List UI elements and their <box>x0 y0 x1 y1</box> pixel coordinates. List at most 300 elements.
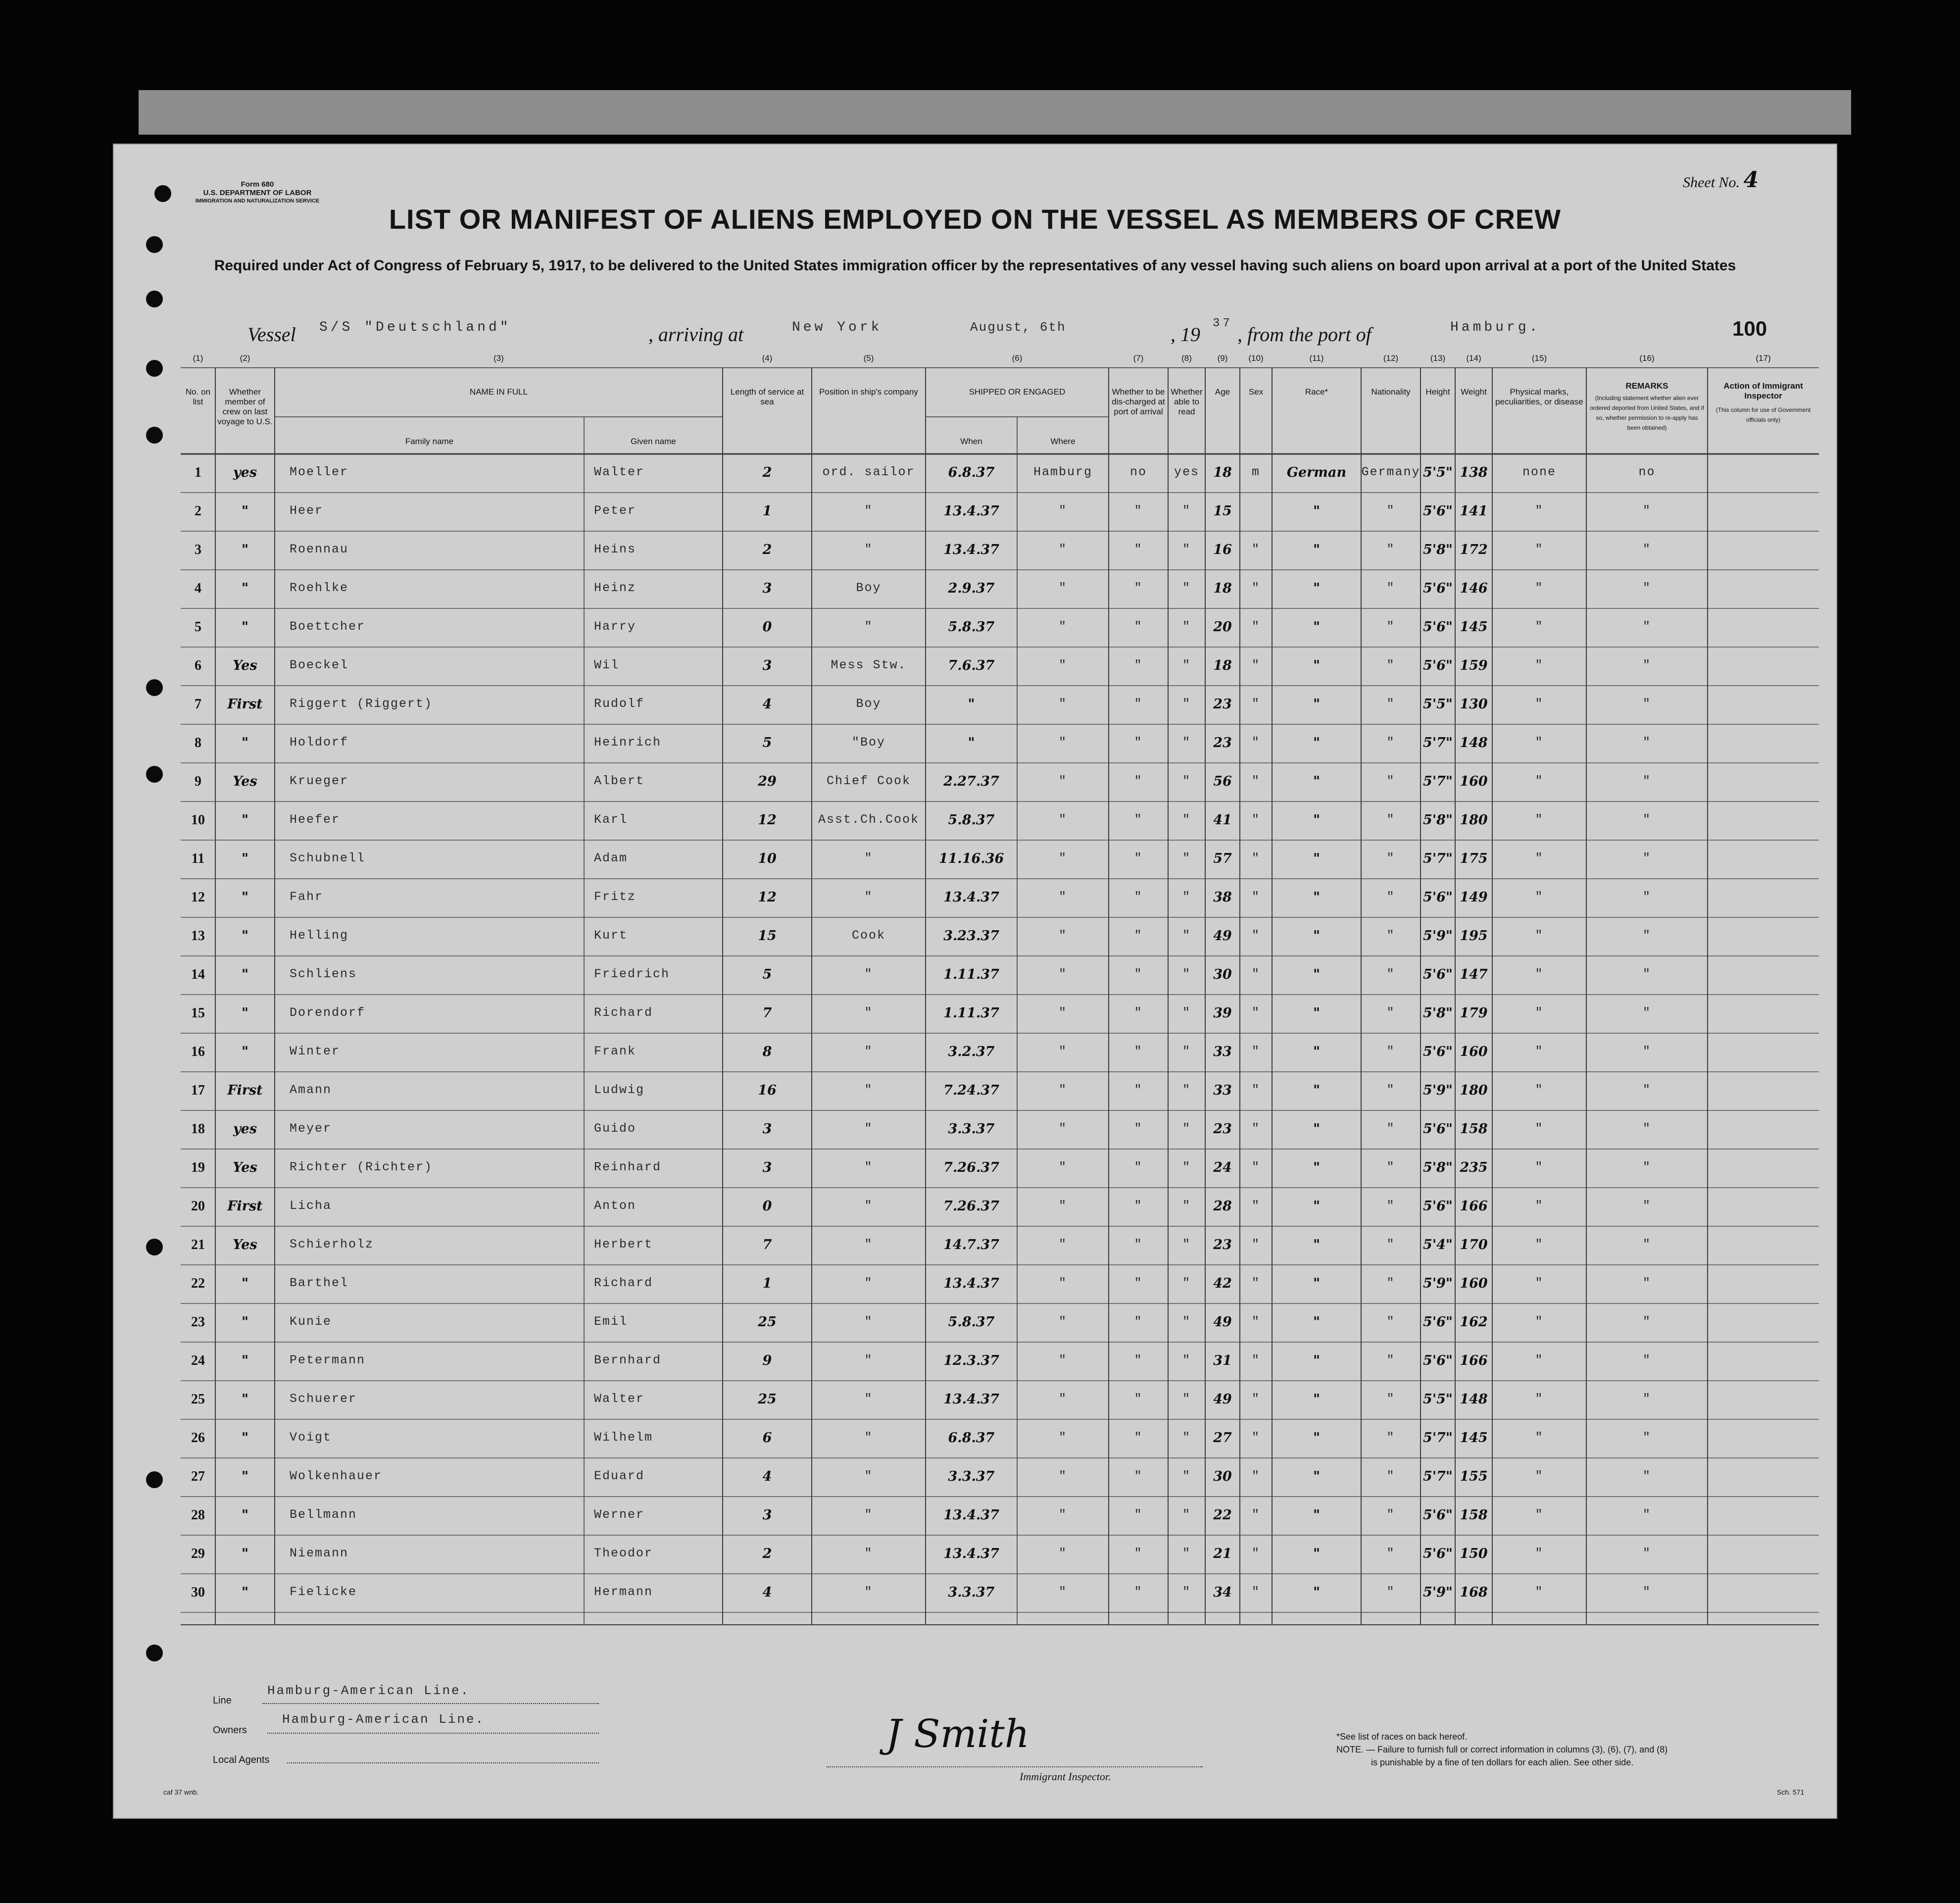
cell-last: " <box>241 619 249 635</box>
cell-read: " <box>1182 1121 1191 1136</box>
cell-where: " <box>1058 1469 1067 1483</box>
cell-no: 30 <box>191 1585 205 1600</box>
column-header: Whether to be dis-charged at port of arrival <box>1112 387 1165 416</box>
cell-nat: " <box>1386 542 1395 556</box>
cell-sex: " <box>1251 812 1260 827</box>
cell-given: Friedrich <box>594 967 670 981</box>
cell-remarks: " <box>1642 1507 1651 1522</box>
cell-disch: " <box>1134 967 1143 981</box>
cell-weight: 148 <box>1460 1392 1488 1407</box>
cell-given: Karl <box>594 812 628 827</box>
column-number: (1) <box>193 353 203 363</box>
cell-read: " <box>1182 1199 1191 1213</box>
cell-sex: " <box>1251 1430 1260 1445</box>
cell-remarks: " <box>1642 1160 1651 1174</box>
sheet-number <box>1683 167 1759 193</box>
cell-given: Richard <box>594 1005 653 1020</box>
cell-last: " <box>241 812 249 828</box>
cell-marks: " <box>1535 1546 1544 1560</box>
cell-sex: " <box>1251 928 1260 943</box>
cell-service: 25 <box>758 1392 777 1407</box>
cell-nat: " <box>1386 1044 1395 1058</box>
cell-when: 13.4.37 <box>943 890 999 905</box>
cell-nat: " <box>1386 658 1395 672</box>
owners-rule <box>267 1733 599 1734</box>
cell-family: Schliens <box>290 967 357 981</box>
cell-age: 33 <box>1213 1083 1232 1098</box>
column-header: Race* <box>1305 387 1328 397</box>
cell-marks: none <box>1522 465 1556 479</box>
cell-disch: " <box>1134 928 1143 943</box>
cell-marks: " <box>1535 774 1544 788</box>
cell-marks: " <box>1535 1276 1544 1290</box>
cell-where: " <box>1058 1237 1067 1252</box>
manifest-sheet <box>113 144 1837 1819</box>
year-prefix: , 19 <box>1171 323 1200 346</box>
cell-race: " <box>1313 1392 1321 1407</box>
cell-race: " <box>1313 1121 1321 1137</box>
cell-where: " <box>1058 1121 1067 1136</box>
cell-service: 3 <box>762 1507 772 1523</box>
cell-weight: 148 <box>1460 735 1488 751</box>
cell-last: " <box>241 1044 249 1059</box>
page-count: 100 <box>1732 317 1767 340</box>
cell-position: " <box>864 542 873 556</box>
cell-sex: " <box>1251 1044 1260 1058</box>
cell-family: Riggert (Riggert) <box>290 697 433 711</box>
cell-sex: " <box>1251 967 1260 981</box>
cell-last: " <box>241 1353 249 1368</box>
cell-service: 15 <box>758 928 777 944</box>
cell-when: " <box>968 697 975 712</box>
cell-last: yes <box>233 465 257 480</box>
cell-sex: " <box>1251 1392 1260 1406</box>
cell-where: " <box>1058 542 1067 556</box>
cell-race: " <box>1313 1083 1321 1098</box>
cell-nat: " <box>1386 1237 1395 1252</box>
cell-given: Werner <box>594 1507 645 1522</box>
cell-where: " <box>1058 581 1067 595</box>
races-note: *See list of races on back hereof. <box>1336 1732 1468 1742</box>
column-header: Nationality <box>1371 387 1411 397</box>
cell-last: " <box>241 1507 249 1523</box>
cell-read: " <box>1182 1276 1191 1290</box>
column-header: NAME IN FULL <box>469 387 528 397</box>
cell-given: Emil <box>594 1314 628 1329</box>
cell-service: 3 <box>762 1121 772 1137</box>
cell-service: 1 <box>762 503 772 519</box>
remarks-subheader: (Including statement whether alien ever ordered deported from United States, and if so, whether permission to re-apply has been obtained) <box>1590 395 1704 431</box>
cell-nat: " <box>1386 1160 1395 1174</box>
cell-when: 1.11.37 <box>943 967 999 982</box>
cell-age: 21 <box>1213 1546 1232 1561</box>
cell-given: Peter <box>594 503 637 518</box>
cell-no: 21 <box>191 1237 205 1252</box>
cell-remarks: " <box>1642 503 1651 518</box>
cell-family: Schierholz <box>290 1237 374 1252</box>
cell-position: " <box>864 851 873 865</box>
cell-service: 3 <box>762 658 772 673</box>
cell-marks: " <box>1535 1314 1544 1329</box>
cell-sex: " <box>1251 619 1260 634</box>
cell-family: Fahr <box>290 890 324 904</box>
cell-last: " <box>241 1314 249 1330</box>
cell-nat: " <box>1386 1353 1395 1367</box>
cell-sex: " <box>1251 1276 1260 1290</box>
cell-disch: " <box>1134 1353 1143 1367</box>
cell-remarks: " <box>1642 1469 1651 1483</box>
cell-marks: " <box>1535 890 1544 904</box>
cell-sex: " <box>1251 1546 1260 1560</box>
cell-race: " <box>1313 1469 1321 1484</box>
cell-last: Yes <box>233 1160 257 1175</box>
cell-position: "Boy <box>851 735 885 750</box>
cell-race: " <box>1313 967 1321 982</box>
cell-remarks: " <box>1642 1392 1651 1406</box>
cell-nat: " <box>1386 890 1395 904</box>
cell-weight: 159 <box>1460 658 1488 673</box>
cell-race: " <box>1313 1353 1321 1368</box>
cell-nat: " <box>1386 1546 1395 1560</box>
cell-height: 5'7" <box>1423 1430 1453 1446</box>
cell-no: 13 <box>191 928 205 944</box>
cell-marks: " <box>1535 967 1544 981</box>
cell-race: " <box>1313 1005 1321 1021</box>
column-number: (9) <box>1217 353 1228 363</box>
cell-position: " <box>864 1314 873 1329</box>
cell-marks: " <box>1535 928 1544 943</box>
sheet-value: 4 <box>1743 167 1759 193</box>
agents-rule <box>287 1762 599 1763</box>
cell-given: Theodor <box>594 1546 653 1560</box>
cell-race: " <box>1313 851 1321 866</box>
cell-read: " <box>1182 1507 1191 1522</box>
cell-no: 9 <box>195 774 201 789</box>
cell-when: 3.23.37 <box>943 928 999 944</box>
cell-family: Kunie <box>290 1314 332 1329</box>
cell-age: 56 <box>1213 774 1232 789</box>
cell-given: Frank <box>594 1044 637 1058</box>
cell-disch: " <box>1134 1546 1143 1560</box>
cell-weight: 141 <box>1460 503 1488 519</box>
cell-age: 18 <box>1213 465 1232 480</box>
cell-race: " <box>1313 1546 1321 1561</box>
cell-disch: " <box>1134 1585 1143 1599</box>
cell-read: " <box>1182 1392 1191 1406</box>
arrival-port: New York <box>792 320 882 335</box>
cell-remarks: " <box>1642 1005 1651 1020</box>
cell-marks: " <box>1535 542 1544 556</box>
cell-height: 5'4" <box>1423 1237 1453 1252</box>
cell-given: Heinrich <box>594 735 662 750</box>
cell-where: " <box>1058 967 1067 981</box>
cell-where: " <box>1058 735 1067 750</box>
cell-disch: " <box>1134 1044 1143 1058</box>
cell-family: Richter (Richter) <box>290 1160 433 1174</box>
column-header: Weight <box>1461 387 1487 397</box>
cell-disch: " <box>1134 697 1143 711</box>
cell-marks: " <box>1535 1430 1544 1445</box>
cell-disch: " <box>1134 1237 1143 1252</box>
cell-no: 2 <box>195 503 201 519</box>
cell-race: " <box>1313 1199 1321 1214</box>
cell-last: " <box>241 1469 249 1484</box>
cell-no: 14 <box>191 967 205 982</box>
cell-nat: " <box>1386 581 1395 595</box>
cell-age: 16 <box>1213 542 1232 557</box>
cell-marks: " <box>1535 812 1544 827</box>
cell-family: Heer <box>290 503 324 518</box>
cell-service: 0 <box>762 619 772 635</box>
cell-sex: " <box>1251 1121 1260 1136</box>
cell-nat: " <box>1386 928 1395 943</box>
cell-age: 49 <box>1213 1314 1232 1330</box>
cell-read: " <box>1182 1585 1191 1599</box>
from-port-label: , from the port of <box>1237 323 1372 346</box>
cell-sex: " <box>1251 697 1260 711</box>
cell-marks: " <box>1535 619 1544 634</box>
cell-remarks: " <box>1642 697 1651 711</box>
cell-no: 28 <box>191 1507 205 1523</box>
cell-race: " <box>1313 735 1321 751</box>
penalty-note-cont: is punishable by a fine of ten dollars for each alien. See other side. <box>1371 1757 1634 1767</box>
cell-weight: 160 <box>1460 774 1488 789</box>
cell-weight: 158 <box>1460 1121 1488 1137</box>
cell-disch: " <box>1134 542 1143 556</box>
schedule-number: Sch. 571 <box>1777 1788 1805 1796</box>
cell-read: " <box>1182 1083 1191 1097</box>
cell-no: 19 <box>191 1160 205 1175</box>
cell-when: 7.6.37 <box>948 658 995 673</box>
cell-remarks: " <box>1642 1276 1651 1290</box>
cell-when: 13.4.37 <box>943 1507 999 1523</box>
cell-race: " <box>1313 1044 1321 1059</box>
cell-no: 22 <box>191 1276 205 1291</box>
cell-weight: 138 <box>1460 465 1488 480</box>
cell-service: 1 <box>762 1276 772 1291</box>
cell-height: 5'8" <box>1423 1005 1453 1021</box>
cell-family: Fielicke <box>290 1585 357 1599</box>
cell-where: " <box>1058 697 1067 711</box>
cell-disch: " <box>1134 1469 1143 1483</box>
cell-height: 5'6" <box>1423 658 1453 673</box>
cell-height: 5'6" <box>1423 1044 1453 1059</box>
cell-when: " <box>968 735 975 751</box>
cell-last: " <box>241 928 249 944</box>
cell-read: " <box>1182 1430 1191 1445</box>
cell-race: " <box>1313 1314 1321 1330</box>
cell-no: 11 <box>191 851 205 866</box>
cell-read: yes <box>1174 465 1199 479</box>
cell-last: " <box>241 1392 249 1407</box>
cell-where: " <box>1058 928 1067 943</box>
cell-position: " <box>864 1469 873 1483</box>
cell-height: 5'6" <box>1423 1507 1453 1523</box>
cell-service: 5 <box>762 967 772 982</box>
cell-disch: " <box>1134 1083 1143 1097</box>
cell-no: 5 <box>195 619 201 635</box>
cell-no: 17 <box>191 1083 205 1098</box>
cell-sex: " <box>1251 1507 1260 1522</box>
cell-disch: " <box>1134 1005 1143 1020</box>
cell-nat: " <box>1386 967 1395 981</box>
cell-last: First <box>227 697 263 712</box>
cell-height: 5'6" <box>1423 619 1453 635</box>
cell-marks: " <box>1535 1469 1544 1483</box>
cell-no: 18 <box>191 1121 205 1137</box>
cell-weight: 180 <box>1460 812 1488 828</box>
punch-hole <box>154 185 171 202</box>
cell-remarks: " <box>1642 1083 1651 1097</box>
cell-no: 24 <box>191 1353 205 1368</box>
cell-read: " <box>1182 542 1191 556</box>
cell-weight: 195 <box>1460 928 1488 944</box>
cell-age: 31 <box>1213 1353 1232 1368</box>
punch-hole <box>146 427 163 444</box>
cell-where: " <box>1058 1314 1067 1329</box>
cell-weight: 172 <box>1460 542 1488 557</box>
cell-when: 14.7.37 <box>943 1237 999 1252</box>
cell-age: 20 <box>1213 619 1232 635</box>
cell-where: " <box>1058 1044 1067 1058</box>
cell-sex: " <box>1251 1160 1260 1174</box>
cell-race: " <box>1313 1237 1321 1252</box>
cell-race: " <box>1313 581 1321 596</box>
column-number: (14) <box>1466 353 1481 363</box>
cell-given: Heins <box>594 542 637 556</box>
cell-where: " <box>1058 851 1067 865</box>
cell-service: 12 <box>758 890 777 905</box>
cell-disch: " <box>1134 1121 1143 1136</box>
cell-marks: " <box>1535 581 1544 595</box>
cell-marks: " <box>1535 1353 1544 1367</box>
cell-remarks: " <box>1642 774 1651 788</box>
cell-disch: " <box>1134 1314 1143 1329</box>
cell-weight: 160 <box>1460 1276 1488 1291</box>
cell-nat: " <box>1386 1083 1395 1097</box>
cell-where: Hamburg <box>1033 465 1093 479</box>
column-number: (3) <box>493 353 504 363</box>
cell-position: Cook <box>851 928 885 943</box>
cell-when: 7.26.37 <box>943 1160 999 1175</box>
cell-read: " <box>1182 619 1191 634</box>
line-label: Line <box>213 1695 232 1706</box>
column-number: (5) <box>863 353 874 363</box>
cell-remarks: " <box>1642 1430 1651 1445</box>
cell-marks: " <box>1535 1160 1544 1174</box>
action-subheader: (This column for use of Government officials only) <box>1715 406 1811 423</box>
cell-remarks: " <box>1642 890 1651 904</box>
cell-read: " <box>1182 1546 1191 1560</box>
cell-when: 11.16.36 <box>938 851 1004 866</box>
cell-given: Anton <box>594 1199 637 1213</box>
cell-read: " <box>1182 658 1191 672</box>
cell-marks: " <box>1535 1044 1544 1058</box>
cell-given: Walter <box>594 465 645 479</box>
cell-family: Licha <box>290 1199 332 1213</box>
from-port: Hamburg. <box>1450 320 1541 335</box>
cell-no: 8 <box>195 735 201 751</box>
cell-position: " <box>864 1276 873 1290</box>
cell-no: 4 <box>195 581 201 596</box>
cell-family: Wolkenhauer <box>290 1469 383 1483</box>
cell-race: " <box>1313 503 1321 519</box>
cell-when: 3.3.37 <box>948 1585 995 1600</box>
cell-position: " <box>864 1160 873 1174</box>
column-header: REMARKS <box>1625 381 1668 391</box>
cell-service: 3 <box>762 1160 772 1175</box>
cell-nat: " <box>1386 1199 1395 1213</box>
column-number: (11) <box>1309 353 1324 363</box>
cell-no: 12 <box>191 890 205 905</box>
cell-read: " <box>1182 812 1191 827</box>
cell-read: " <box>1182 1353 1191 1367</box>
cell-when: 13.4.37 <box>943 542 999 557</box>
cell-where: " <box>1058 1392 1067 1406</box>
cell-remarks: " <box>1642 619 1651 634</box>
cell-given: Rudolf <box>594 697 645 711</box>
cell-given: Wil <box>594 658 620 672</box>
vessel-label: Vessel <box>247 323 296 346</box>
cell-age: 57 <box>1213 851 1232 866</box>
cell-nat: " <box>1386 1430 1395 1445</box>
cell-race: " <box>1313 619 1321 635</box>
cell-weight: 130 <box>1460 697 1488 712</box>
cell-read: " <box>1182 1314 1191 1329</box>
cell-last: " <box>241 581 249 596</box>
cell-service: 2 <box>762 542 772 557</box>
cell-race: " <box>1313 774 1321 789</box>
cell-weight: 150 <box>1460 1546 1488 1561</box>
cell-remarks: " <box>1642 1044 1651 1058</box>
cell-age: 24 <box>1213 1160 1232 1175</box>
cell-marks: " <box>1535 658 1544 672</box>
cell-when: 3.2.37 <box>948 1044 995 1059</box>
cell-given: Herbert <box>594 1237 653 1252</box>
cell-when: 6.8.37 <box>948 465 995 480</box>
vessel-name: S/S "Deutschland" <box>319 320 511 335</box>
cell-last: " <box>241 1430 249 1446</box>
cell-where: " <box>1058 1199 1067 1213</box>
cell-read: " <box>1182 774 1191 788</box>
cell-sex: " <box>1251 1083 1260 1097</box>
family-name-subheader: Family name <box>405 437 454 446</box>
cell-nat: " <box>1386 1585 1395 1599</box>
cell-service: 4 <box>762 697 772 712</box>
cell-race: " <box>1313 812 1321 828</box>
cell-disch: " <box>1134 735 1143 750</box>
cell-disch: " <box>1134 1199 1143 1213</box>
cell-sex: " <box>1251 1585 1260 1599</box>
cell-service: 4 <box>762 1585 772 1600</box>
column-number: (7) <box>1133 353 1144 363</box>
cell-weight: 170 <box>1460 1237 1488 1252</box>
cell-last: Yes <box>233 774 257 789</box>
cell-position: " <box>864 503 873 518</box>
cell-age: 23 <box>1213 1121 1232 1137</box>
cell-weight: 160 <box>1460 1044 1488 1059</box>
column-header: Length of service at sea <box>730 387 804 406</box>
column-number: (16) <box>1639 353 1655 363</box>
cell-read: " <box>1182 581 1191 595</box>
cell-age: 49 <box>1213 1392 1232 1407</box>
cell-marks: " <box>1535 1392 1544 1406</box>
page-subtitle: Required under Act of Congress of February 5, 1917, to be delivered to the United States immigration officer by the representatives of any vessel having such aliens on board upon arrival at a port of the United States <box>214 257 1736 274</box>
cell-sex: " <box>1251 1199 1260 1213</box>
column-number: (4) <box>762 353 773 363</box>
column-number: (8) <box>1181 353 1192 363</box>
cell-height: 5'6" <box>1423 967 1453 982</box>
